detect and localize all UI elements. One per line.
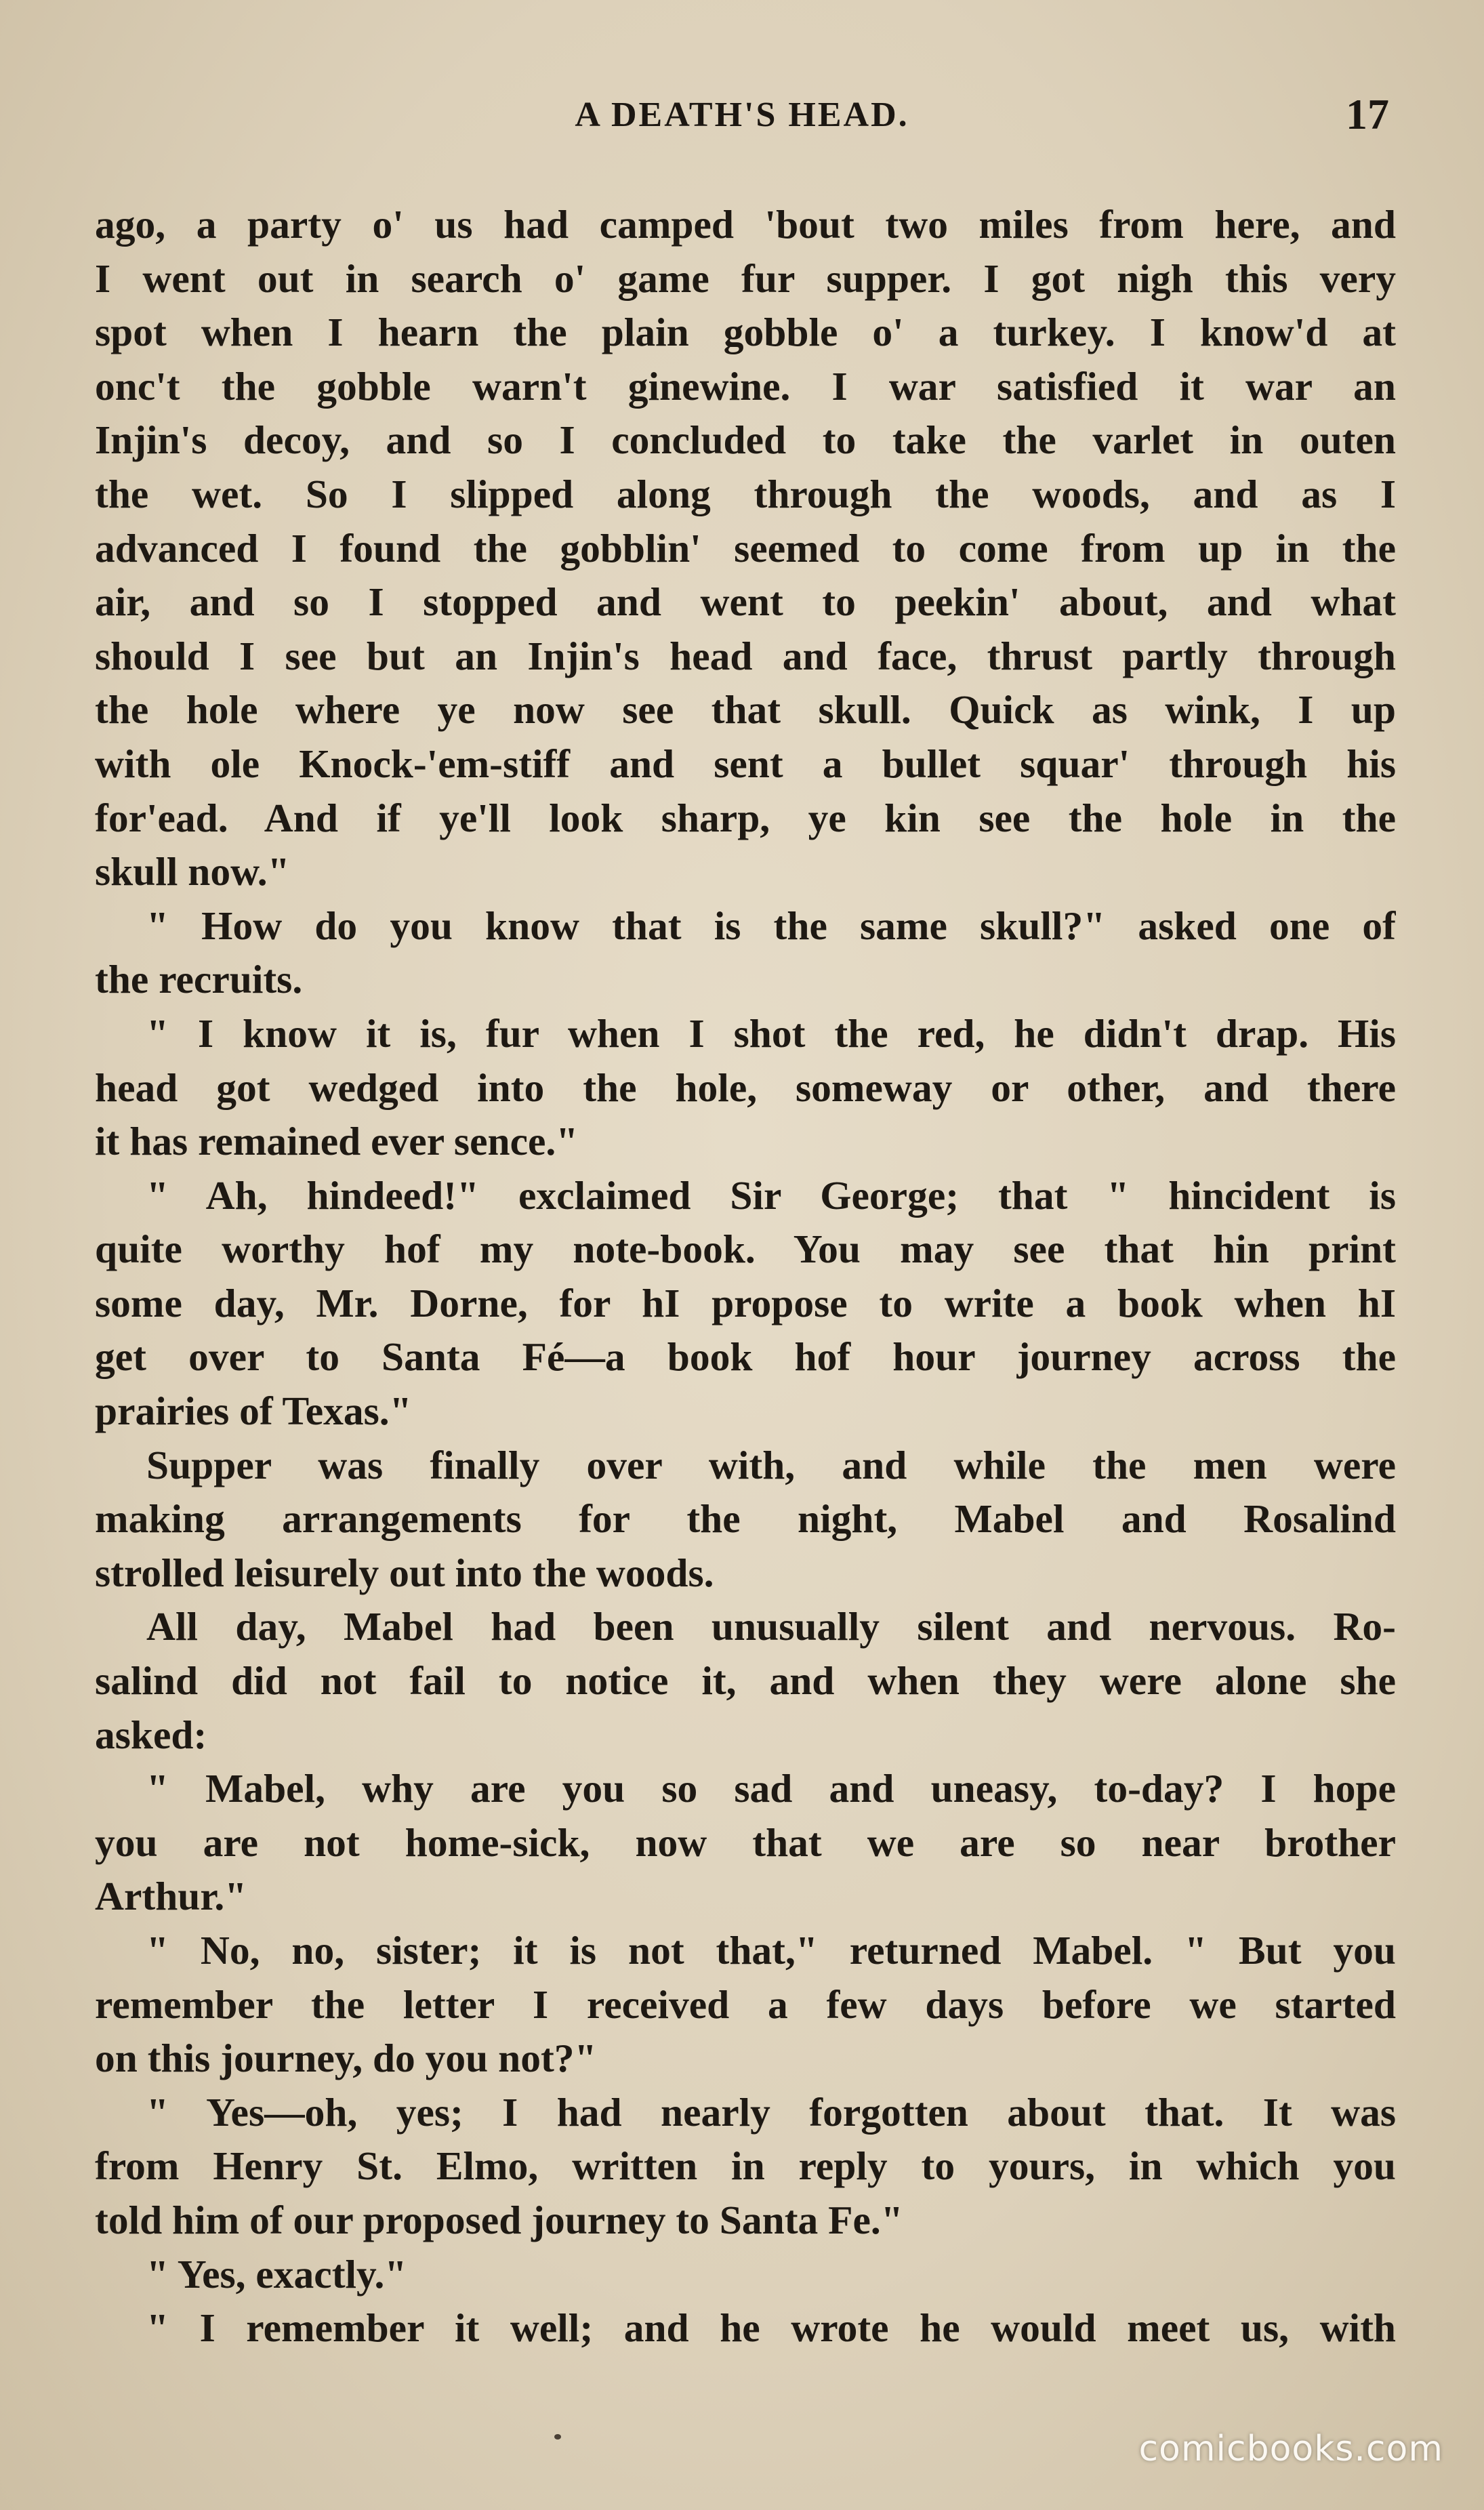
text-line: onc't the gobble warn't ginewine. I war satisfied it war an	[95, 363, 1396, 409]
text-line: I went out in search o' game fur supper. I got nigh this very	[95, 255, 1396, 301]
text-line: " How do you know that is the same skull?" asked one of	[146, 903, 1396, 948]
text-line: skull now."	[95, 849, 290, 894]
text-line: from Henry St. Elmo, written in reply to yours, in which you	[95, 2143, 1396, 2189]
text-line: it has remained ever sence."	[95, 1119, 579, 1164]
text-line: All day, Mabel had been unusually silent and nervous. Ro-	[146, 1604, 1396, 1649]
text-line: get over to Santa Fé—a book hof hour journey across the	[95, 1334, 1396, 1380]
text-line: quite worthy hof my note-book. You may see that hin print	[95, 1227, 1396, 1272]
text-line: on this journey, do you not?"	[95, 2036, 597, 2081]
text-line: told him of our proposed journey to Santa Fe."	[95, 2197, 903, 2242]
running-title: A DEATH'S HEAD.	[575, 96, 909, 134]
text-line: " I remember it well; and he wrote he would meet us, with	[146, 2305, 1396, 2351]
text-line: " Mabel, why are you so sad and uneasy, to-day? I hope	[146, 1766, 1396, 1811]
text-line: the hole where ye now see that skull. Quick as wink, I up	[95, 687, 1396, 733]
text-line: Injin's decoy, and so I concluded to take the varlet in outen	[95, 417, 1396, 463]
text-line: " I know it is, fur when I shot the red, he didn't drap. His	[146, 1010, 1396, 1056]
text-line: remember the letter I received a few days before we started	[95, 1981, 1396, 2027]
text-line: Arthur."	[95, 1874, 247, 1919]
text-line: Supper was finally over with, and while the men were	[146, 1442, 1396, 1487]
text-line: the recruits.	[95, 957, 303, 1002]
text-line: the wet. So I slipped along through the woods, and as I	[95, 471, 1396, 516]
body-text	[95, 198, 1396, 2355]
text-line: " Yes—oh, yes; I had nearly forgotten about that. It was	[146, 2089, 1396, 2135]
watermark: comicbooks.com	[1138, 2429, 1443, 2469]
text-line: ago, a party o' us had camped 'bout two miles from here, and	[95, 202, 1396, 247]
text-line: should I see but an Injin's head and face, thrust partly through	[95, 633, 1396, 678]
text-line: " No, no, sister; it is not that," returned Mabel. " But you	[146, 1928, 1396, 1973]
text-line: air, and so I stopped and went to peekin' about, and what	[95, 579, 1396, 625]
text-line: asked:	[95, 1712, 207, 1757]
text-line: with ole Knock-'em-stiff and sent a bullet squar' through his	[95, 741, 1396, 786]
page-header	[95, 90, 1389, 156]
text-line: prairies of Texas."	[95, 1388, 412, 1434]
text-line: salind did not fail to notice it, and when they were alone she	[95, 1658, 1396, 1704]
text-line: advanced I found the gobblin' seemed to come from up in the	[95, 525, 1396, 571]
text-line: " Ah, hindeed!" exclaimed Sir George; that " hincident is	[146, 1172, 1396, 1218]
text-line: head got wedged into the hole, someway or other, and there	[95, 1065, 1396, 1110]
page-number: 17	[1346, 90, 1389, 138]
text-line: " Yes, exactly."	[146, 2251, 407, 2297]
text-line: strolled leisurely out into the woods.	[95, 1550, 714, 1595]
text-line: spot when I hearn the plain gobble o' a turkey. I know'd at	[95, 310, 1396, 355]
text-line: for'ead. And if ye'll look sharp, ye kin see the hole in the	[95, 795, 1396, 840]
text-line: making arrangements for the night, Mabel and Rosalind	[95, 1496, 1396, 1542]
text-line: some day, Mr. Dorne, for hI propose to write a book when hI	[95, 1280, 1396, 1325]
print-speck	[554, 2434, 561, 2440]
text-line: you are not home-sick, now that we are so near brother	[95, 1819, 1396, 1865]
